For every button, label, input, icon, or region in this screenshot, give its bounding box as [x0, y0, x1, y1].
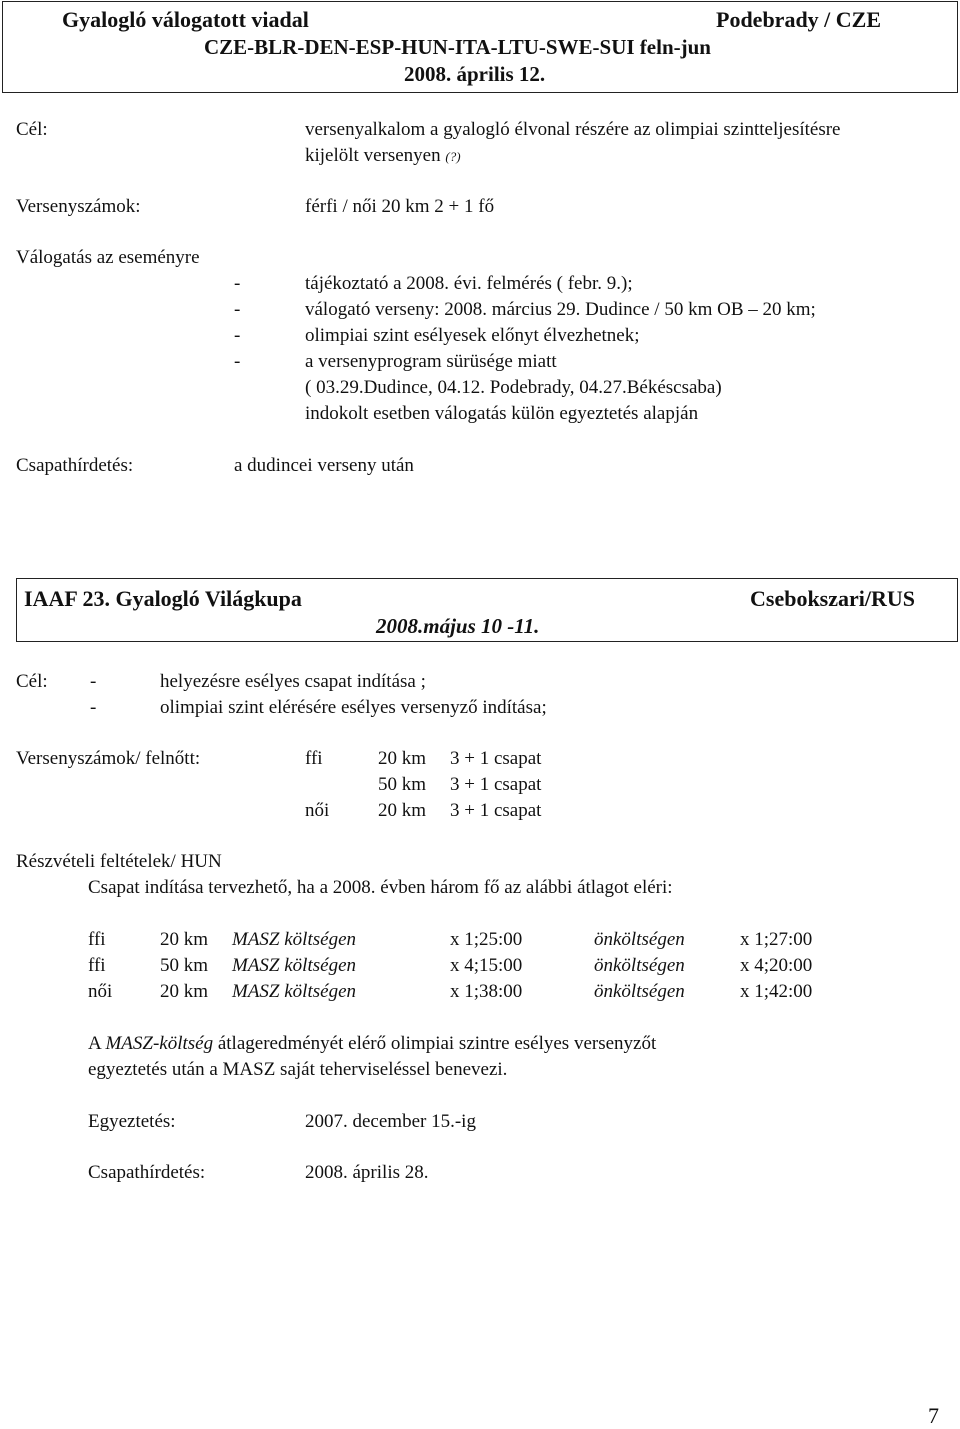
- limit-distance: 50 km: [160, 955, 209, 976]
- note-masz-cost: MASZ-költség: [105, 1033, 214, 1054]
- event-distance: 50 km: [378, 774, 427, 795]
- event-team: 3 + 1 csapat: [450, 800, 542, 821]
- event2-note-line1: [88, 1031, 656, 1057]
- event1-team-label: Csapathírdetés:: [16, 455, 134, 476]
- limit-distance: 20 km: [160, 929, 209, 950]
- event2-team-label: Csapathírdetés:: [88, 1162, 206, 1183]
- selection-dash: -: [234, 325, 241, 346]
- event1-title: Gyalogló válogatott viadal: [62, 7, 309, 32]
- event1-date: 2008. április 12.: [404, 62, 546, 86]
- goal-item: helyezésre esélyes csapat indítása ;: [160, 671, 426, 692]
- event1-selection-label: Válogatás az eseményre: [16, 247, 200, 268]
- event1-goal-line1: versenyalkalom a gyalogló élvonal részére az olimpiai szintteljesítésre: [305, 119, 841, 140]
- event1-team-value: a dudincei verseny után: [234, 455, 414, 476]
- limit-own-label: önköltségen: [594, 955, 685, 976]
- limit-own-time: x 1;27:00: [740, 929, 813, 950]
- event2-coord-value: 2007. december 15.-ig: [305, 1111, 476, 1132]
- limit-own-time: x 4;20:00: [740, 955, 813, 976]
- event-distance: 20 km: [378, 800, 427, 821]
- event-gender: ffi: [305, 748, 323, 769]
- limit-distance: 20 km: [160, 981, 209, 1002]
- limit-gender: ffi: [88, 929, 106, 950]
- limit-own-label: önköltségen: [594, 929, 685, 950]
- event1-events-value: férfi / női 20 km 2 + 1 fő: [305, 196, 495, 217]
- selection-dash: -: [234, 299, 241, 320]
- event-team: 3 + 1 csapat: [450, 774, 542, 795]
- event2-title: IAAF 23. Gyalogló Világkupa: [24, 586, 302, 611]
- selection-item: a versenyprogram sürüsége miatt: [305, 351, 557, 372]
- event2-goal-label: Cél:: [16, 671, 48, 692]
- limit-own-time: x 1;42:00: [740, 981, 813, 1002]
- limit-masz-label: MASZ költségen: [232, 929, 357, 950]
- event-gender: női: [305, 800, 330, 821]
- limit-masz-time: x 1;38:00: [450, 981, 523, 1002]
- event1-goal-note: (?): [445, 149, 461, 164]
- page-number: 7: [928, 1403, 939, 1428]
- goal-dash: -: [90, 671, 97, 692]
- note-prefix: A: [88, 1033, 106, 1054]
- selection-dash: -: [234, 273, 241, 294]
- limit-masz-label: MASZ költségen: [232, 981, 357, 1002]
- event1-countries: CZE-BLR-DEN-ESP-HUN-ITA-LTU-SWE-SUI feln-jun: [204, 35, 711, 59]
- event2-note-line2: egyeztetés után a MASZ saját teherviseléssel benevezi.: [88, 1059, 508, 1080]
- goal-item: olimpiai szint elérésére esélyes versenyző indítása;: [160, 697, 547, 718]
- event2-events-label: Versenyszámok/ felnőtt:: [16, 748, 201, 769]
- event1-goal-line2-text: kijelölt versenyen: [305, 145, 441, 166]
- event-team: 3 + 1 csapat: [450, 748, 542, 769]
- limit-own-label: önköltségen: [594, 981, 685, 1002]
- limit-gender: női: [88, 981, 113, 1002]
- selection-item: tájékoztató a 2008. évi. felmérés ( febr. 9.);: [305, 273, 633, 294]
- limit-masz-time: x 1;25:00: [450, 929, 523, 950]
- selection-continuation: indokolt esetben válogatás külön egyeztetés alapján: [305, 403, 699, 424]
- limit-masz-time: x 4;15:00: [450, 955, 523, 976]
- selection-dash: -: [234, 351, 241, 372]
- selection-item: válogató verseny: 2008. március 29. Dudince / 50 km OB – 20 km;: [305, 299, 816, 320]
- event1-goal-label: Cél:: [16, 119, 48, 140]
- event2-coord-label: Egyeztetés:: [88, 1111, 176, 1132]
- goal-dash: -: [90, 697, 97, 718]
- event2-date: 2008.május 10 -11.: [376, 614, 540, 638]
- event2-location: Csebokszari/RUS: [750, 586, 916, 611]
- event2-conditions-label: Részvételi feltételek/ HUN: [16, 851, 222, 872]
- selection-item: olimpiai szint esélyesek előnyt élvezhetnek;: [305, 325, 640, 346]
- event1-goal-line2: [305, 143, 461, 170]
- note-rest: átlageredményét elérő olimpiai szintre esélyes versenyzőt: [213, 1033, 657, 1054]
- limit-gender: ffi: [88, 955, 106, 976]
- event1-events-label: Versenyszámok:: [16, 196, 141, 217]
- selection-continuation: ( 03.29.Dudince, 04.12. Podebrady, 04.27.Békéscsaba): [305, 377, 722, 398]
- event2-team-value: 2008. április 28.: [305, 1162, 429, 1183]
- limit-masz-label: MASZ költségen: [232, 955, 357, 976]
- event-distance: 20 km: [378, 748, 427, 769]
- event2-conditions-text: Csapat indítása tervezhető, ha a 2008. évben három fő az alábbi átlagot eléri:: [88, 877, 673, 898]
- event1-location: Podebrady / CZE: [716, 7, 882, 32]
